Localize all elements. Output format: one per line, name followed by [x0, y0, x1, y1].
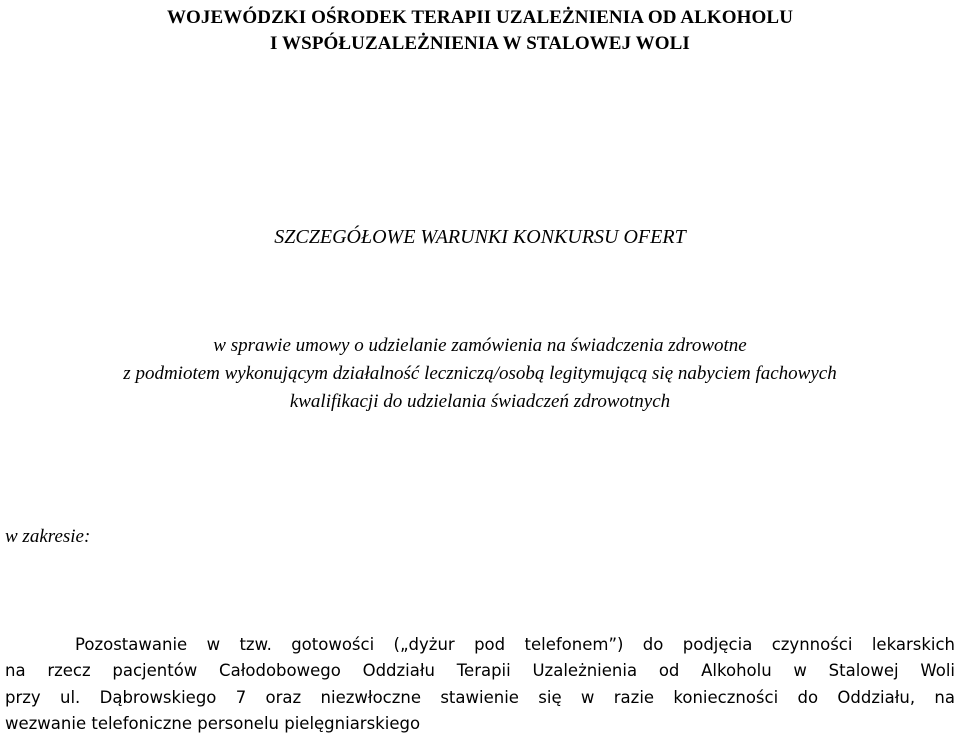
scope-text-line-2: na rzecz pacjentów Całodobowego Oddziału Terapii Uzależnienia od Alkoholu w Stalowej Woli [5, 661, 955, 680]
scope-text-line-4: wezwanie telefoniczne personelu pielęgniarskiego [5, 714, 421, 733]
scope-text-line-3: przy ul. Dąbrowskiego 7 oraz niezwłoczne stawienie się w razie konieczności do Oddziału, na [5, 688, 955, 707]
scope-label: w zakresie: [5, 526, 91, 547]
subject-line-2: z podmiotem wykonującym działalność leczniczą/osobą legitymującą się nabyciem fachowych [123, 363, 837, 384]
subject-line-1: w sprawie umowy o udzielanie zamówienia na świadczenia zdrowotne [213, 335, 747, 356]
institution-name-line-1: WOJEWÓDZKI OŚRODEK TERAPII UZALEŻNIENIA OD ALKOHOLU [166, 7, 794, 28]
scope-text-line-1: Pozostawanie w tzw. gotowości („dyżur pod telefonem”) do podjęcia czynności lekarskich [75, 635, 955, 654]
document-title: SZCZEGÓŁOWE WARUNKI KONKURSU OFERT [274, 226, 686, 248]
institution-name-line-2: I WSPÓŁUZALEŻNIENIA W STALOWEJ WOLI [270, 33, 690, 54]
subject-line-3: kwalifikacji do udzielania świadczeń zdrowotnych [289, 391, 671, 412]
